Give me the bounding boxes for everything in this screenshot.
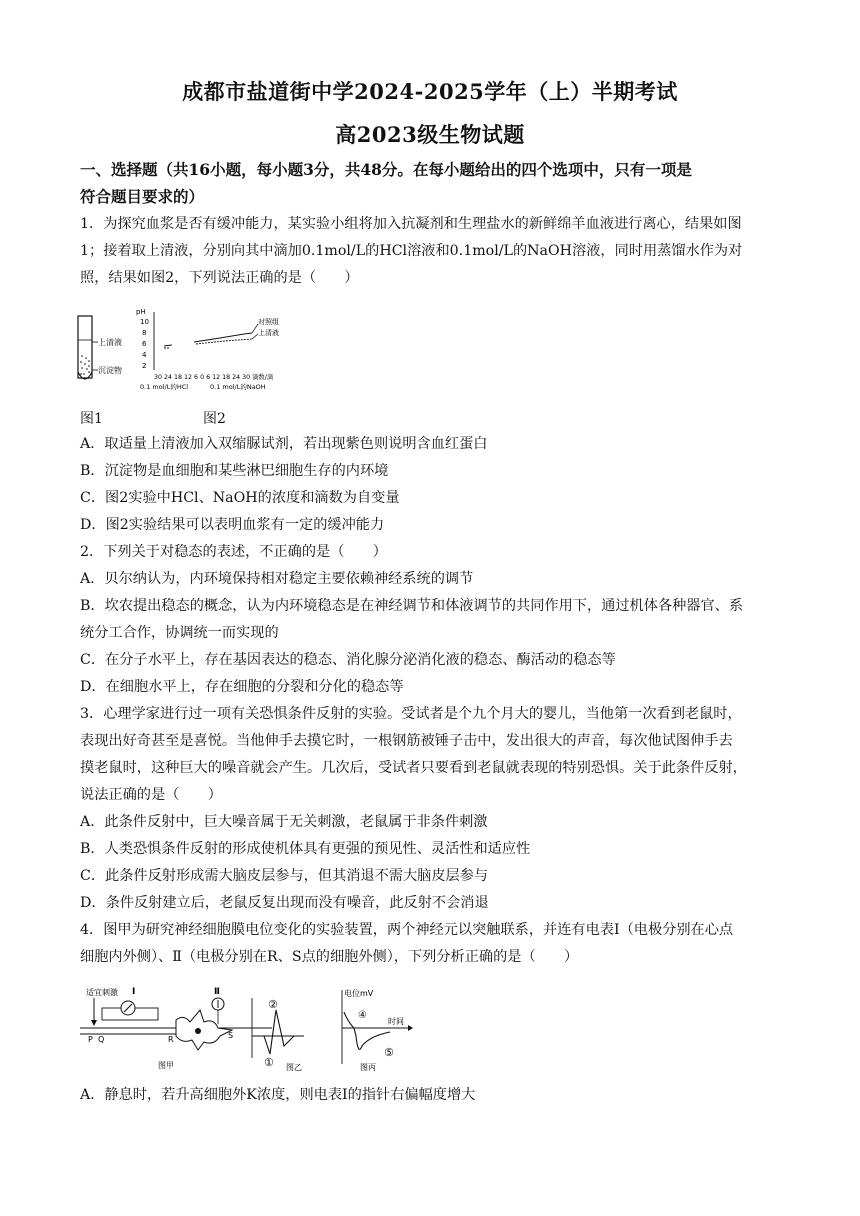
q4-mark-5: ⑤ xyxy=(384,1046,394,1059)
q4-label-q: Q xyxy=(98,1035,105,1044)
fig2-naoh-label: 0.1 mol/L的NaOH xyxy=(210,383,266,391)
q4-fig-a-apparatus xyxy=(80,987,272,1070)
q3-stem-line-4: 说法正确的是（ ） xyxy=(80,787,222,803)
section-heading xyxy=(80,156,790,210)
q4-fig-c-xlabel: 时间 xyxy=(388,1017,404,1026)
q4-figure xyxy=(72,984,422,1076)
label-sediment: 沉淀物 xyxy=(98,366,122,375)
q4-neuron-nucleus xyxy=(195,1028,201,1034)
q3-stem-line-1: 3．心理学家进行过一项有关恐惧条件反射的实验。受试者是个九个月大的婴儿，当他第一次看到老鼠时， xyxy=(80,706,742,722)
label-supernatant: 上清液 xyxy=(98,338,122,347)
fig2-ytick: 10 xyxy=(140,318,149,326)
q1-option-b: B．沉淀物是血细胞和某些淋巴细胞生存的内环境 xyxy=(80,463,389,479)
sediment-dots xyxy=(80,355,90,379)
q4-stem-line-1: 4．图甲为研究神经细胞膜电位变化的实验装置，两个神经元以突触联系，并连有电表Ⅰ（电极分别在心点 xyxy=(80,922,734,938)
fig2-x-ticks: 30 24 18 12 6 0 6 12 18 24 30 滴数/滴 xyxy=(154,374,274,381)
q4-fig-a-caption: 图甲 xyxy=(158,1061,174,1070)
q1-stem-line-2: 1；接着取上清液，分别向其中滴加0.1mol/L的HCl溶液和0.1mol/L的NaOH溶液，同时用蒸馏水作为对 xyxy=(80,243,743,259)
q4-fig-c-graph xyxy=(342,988,413,1072)
section-heading-line-2: 符合题目要求的） xyxy=(80,187,205,206)
q3-stem-line-2: 表现出好奇甚至是喜悦。当他伸手去摸它时，一根钢筋被锤子击中，发出很大的声音，每次他试图伸手去 xyxy=(80,733,733,749)
q4-stem-line-2: 细胞内外侧）、Ⅱ（电极分别在R、S点的细胞外侧），下列分析正确的是（ ） xyxy=(80,949,579,965)
tube-outline xyxy=(78,316,92,378)
exam-title: 成都市盐道街中学2024-2025学年（上）半期考试 xyxy=(182,79,678,104)
section-heading-line-1: 一、选择题（共16小题，每小题3分，共48分。在每小题给出的四个选项中，只有一项是 xyxy=(80,160,692,179)
q4-label-p: P xyxy=(88,1035,93,1044)
fig2-ytick: 8 xyxy=(142,329,147,337)
fig2-legend-control: 对照组 xyxy=(258,318,279,326)
q4-stim-label: 适宜刺激 xyxy=(86,988,118,997)
q4-mark-2: ② xyxy=(268,998,278,1011)
fig2-ytick: 4 xyxy=(142,351,147,359)
exam-subtitle: 高2023级生物试题 xyxy=(335,122,525,147)
q4-fig-c-caption: 图丙 xyxy=(360,1063,376,1072)
q3-option-b: B．人类恐惧条件反射的形成使机体具有更强的预见性、灵活性和适应性 xyxy=(80,841,531,857)
q4-mark-4: ④ xyxy=(358,1010,367,1021)
q4-label-s: S xyxy=(228,1031,234,1040)
q1-fig1-caption: 图1 xyxy=(80,411,103,427)
q3-option-c: C．此条件反射形成需大脑皮层参与，但其消退不需大脑皮层参与 xyxy=(80,868,489,884)
q1-option-a: A．取适量上清液加入双缩脲试剂，若出现紫色则说明含血红蛋白 xyxy=(80,436,488,452)
q4-fig-b-curve xyxy=(254,1010,302,1054)
q1-stem-line-3: 照，结果如图2，下列说法正确的是（ ） xyxy=(80,270,359,286)
q1-fig2-caption: 图2 xyxy=(203,411,226,427)
q1-option-d: D．图2实验结果可以表明血浆有一定的缓冲能力 xyxy=(80,517,385,533)
fig2-legend-supernatant: 上清液 xyxy=(258,329,279,337)
q1-stem-line-1: 1．为探究血浆是否有缓冲能力，某实验小组将加入抗凝剂和生理盐水的新鲜绵羊血液进行离心，结果如图 xyxy=(80,216,742,232)
q2-option-b-line-2: 统分工合作，协调统一而实现的 xyxy=(80,625,279,641)
fig2-y-label: pH xyxy=(136,308,146,316)
fig2-supernatant-line xyxy=(164,339,252,348)
q4-neuron-body xyxy=(176,1010,232,1050)
q3-stem-line-3: 摸老鼠时，这种巨大的噪音就会产生。几次后，受试者只要看到老鼠就表现的特别恐惧。关于此条件反射， xyxy=(80,760,747,776)
q1-figure-1-test-tube xyxy=(70,312,140,392)
q3-option-a: A．此条件反射中，巨大噪音属于无关刺激，老鼠属于非条件刺激 xyxy=(80,814,488,830)
q4-fig-b-graph xyxy=(252,998,304,1072)
fig2-ytick: 2 xyxy=(142,362,147,370)
q4-mark-1: ① xyxy=(264,1056,274,1069)
q2-option-d: D．在细胞水平上，存在细胞的分裂和分化的稳态等 xyxy=(80,679,404,695)
q2-option-c: C．在分子水平上，存在基因表达的稳态、消化腺分泌消化液的稳态、酶活动的稳态等 xyxy=(80,652,616,668)
q4-meter-2-label: Ⅱ xyxy=(214,987,220,997)
q4-meter-1-label: Ⅰ xyxy=(132,987,136,997)
q1-option-c: C．图2实验中HCl、NaOH的浓度和滴数为自变量 xyxy=(80,490,400,506)
fig2-ytick: 6 xyxy=(142,340,147,348)
q4-label-r: R xyxy=(168,1035,174,1044)
q2-option-a: A．贝尔纳认为，内环境保持相对稳定主要依赖神经系统的调节 xyxy=(80,571,474,587)
q4-option-a: A．静息时，若升高细胞外K浓度，则电表Ⅰ的指针右偏幅度增大 xyxy=(80,1087,476,1103)
fig2-hcl-label: 0.1 mol/L的HCl xyxy=(140,383,189,391)
q3-option-d: D．条件反射建立后，老鼠反复出现而没有噪音，此反射不会消退 xyxy=(80,895,489,911)
q2-stem: 2．下列关于对稳态的表述，不正确的是（ ） xyxy=(80,544,387,560)
q4-fig-c-curve xyxy=(344,1012,390,1049)
q1-figure-2-ph-chart xyxy=(134,304,314,394)
q4-fig-b-caption: 图乙 xyxy=(286,1063,302,1072)
q2-option-b-line-1: B．坎农提出稳态的概念，认为内环境稳态是在神经调节和体液调节的共同作用下，通过机体各种器官、系 xyxy=(80,598,744,614)
q4-fig-c-ylabel: 电位mV xyxy=(344,989,374,998)
